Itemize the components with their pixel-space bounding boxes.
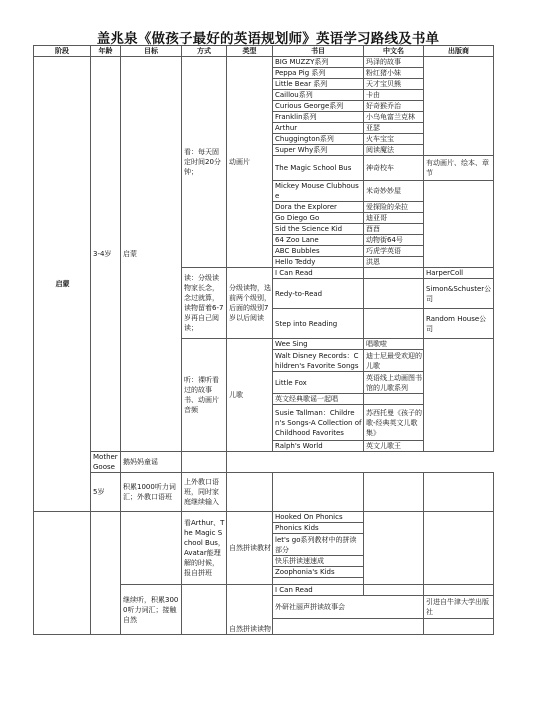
- book-cn-name: 神奇校车: [364, 156, 424, 181]
- book-cn-name: 鹅妈妈童谣: [121, 452, 182, 473]
- goal-cell: 积累1000听力词汇；外教口语班: [121, 473, 182, 512]
- type-cell: 儿歌: [227, 339, 273, 452]
- age-cell: [91, 512, 121, 635]
- publisher-cell: 引进自牛津大学出版社: [424, 596, 494, 619]
- book-title: [273, 578, 364, 585]
- book-title: The Magic School Bus: [273, 156, 364, 181]
- book-cn-name: 迪亚哥: [364, 213, 424, 224]
- book-title: Step into Reading: [273, 309, 364, 339]
- book-title: [273, 473, 364, 512]
- book-cn-name: 卡由: [364, 90, 424, 101]
- book-title: Franklin系列: [273, 112, 364, 123]
- type-cell: 自然拼读读物: [227, 585, 273, 635]
- book-title: Walt Disney Records：Children's Favorite Songs: [273, 350, 364, 372]
- book-title: Hello Teddy: [273, 257, 364, 268]
- book-cn-name: [364, 585, 424, 596]
- book-title: ABC Bubbles: [273, 246, 364, 257]
- book-title: Super Why系列: [273, 145, 364, 156]
- book-title: Little Fox: [273, 372, 364, 394]
- publisher-cell: [424, 619, 494, 635]
- method-cell: 读：分级读物家长念，念过就算，读物留着6-7岁再自己阅读；: [182, 268, 227, 339]
- book-cn-name: 阅读魔法: [364, 145, 424, 156]
- publisher-cell: [424, 585, 494, 596]
- col-header-cn-name: 中文名: [364, 46, 424, 57]
- col-header-goal: 目标: [121, 46, 182, 57]
- table-row: [34, 473, 494, 486]
- publisher-cell: [424, 181, 494, 268]
- book-list-table: [33, 45, 494, 635]
- publisher-cell: [182, 452, 227, 473]
- publisher-cell: HarperColl: [424, 268, 494, 279]
- publisher-cell: [424, 339, 494, 452]
- book-cn-name: 迪士尼最受欢迎的儿歌: [364, 350, 424, 372]
- age-cell: 3-4岁: [91, 57, 121, 452]
- book-title: Caillou系列: [273, 90, 364, 101]
- book-cn-name: 火车宝宝: [364, 134, 424, 145]
- book-title: Ralph's World: [273, 441, 364, 452]
- table-row: [34, 452, 494, 473]
- table-row: [34, 57, 494, 68]
- method-cell: 看：每天固定时间20分钟；: [182, 57, 227, 268]
- goal-cell: 启蒙: [121, 57, 182, 452]
- book-title: Dora the Explorer: [273, 202, 364, 213]
- book-cn-name: 粉红猪小妹: [364, 68, 424, 79]
- type-cell: 分级读物，选前两个级别，后面的级别7岁以后阅读: [227, 268, 273, 339]
- book-cn-name: 英语线上动画图书馆的儿歌系列: [364, 372, 424, 394]
- book-title: BIG MUZZY系列: [273, 57, 364, 68]
- book-title: Redy-to-Read: [273, 279, 364, 309]
- col-header-publisher: 出版商: [424, 46, 494, 57]
- publisher-cell: [424, 473, 494, 512]
- book-cn-name: 洪恩: [364, 257, 424, 268]
- header-row: [34, 46, 494, 57]
- book-cn-name: 苏西托曼《孩子的歌-经典英文儿歌集》: [364, 405, 424, 441]
- col-header-type: 类型: [227, 46, 273, 57]
- book-title: Arthur: [273, 123, 364, 134]
- book-cn-name: 亚瑟: [364, 123, 424, 134]
- book-title: Hooked On Phonics: [273, 512, 364, 523]
- goal-cell: 继续听，积累3000听力词汇；接触自然: [121, 585, 182, 635]
- method-cell: 看Arthur、The Magic School Bus，Avatar能理解的时候，报自拼班: [182, 512, 227, 585]
- book-cn-name: 爱探险的朵拉: [364, 202, 424, 213]
- type-cell: 动画片: [227, 57, 273, 268]
- book-title: 外研社丽声拼读故事会: [273, 596, 424, 619]
- book-cn-name: [364, 473, 424, 512]
- book-title: 英文经典歌谣一起唱: [273, 394, 364, 405]
- book-title: I Can Read: [273, 585, 364, 596]
- publisher-cell: Random House公司: [424, 309, 494, 339]
- type-cell: [227, 473, 273, 512]
- book-cn-name: [364, 268, 424, 279]
- stage-cell: 启蒙: [34, 57, 91, 512]
- type-cell: 自然拼读教材: [227, 512, 273, 585]
- publisher-cell: [424, 512, 494, 585]
- book-cn-name: 酉酉: [364, 224, 424, 235]
- book-title: Mother Goose: [91, 452, 121, 473]
- book-cn-name: [364, 309, 424, 339]
- book-title: Curious George系列: [273, 101, 364, 112]
- book-title: Mickey Mouse Clubhouse: [273, 181, 364, 202]
- book-title: I Can Read: [273, 268, 364, 279]
- book-cn-name: 巧虎学英语: [364, 246, 424, 257]
- book-title: Peppa Pig 系列: [273, 68, 364, 79]
- book-title: [273, 619, 424, 635]
- method-cell: 上外教口语班，同时家庭继续输入: [182, 473, 227, 512]
- book-title: Zoophonia's Kids: [273, 567, 364, 578]
- method-cell: 听：裸听看过的故事书、动画片音频: [182, 339, 227, 452]
- book-cn-name: 天才宝贝熊: [364, 79, 424, 90]
- publisher-cell: 有动画片、绘本、章节: [424, 156, 494, 181]
- book-title: let's go系列教材中的拼读部分: [273, 534, 364, 556]
- book-title: 64 Zoo Lane: [273, 235, 364, 246]
- book-cn-name: 好奇猴乔治: [364, 101, 424, 112]
- book-cn-name: 米奇妙妙屋: [364, 181, 424, 202]
- col-header-title: 书目: [273, 46, 364, 57]
- publisher-cell: [424, 57, 494, 156]
- col-header-method: 方式: [182, 46, 227, 57]
- goal-cell: [121, 512, 182, 585]
- stage-cell: [34, 512, 91, 635]
- table-row: [34, 512, 494, 523]
- book-title: Susie Tallman：Children's Songs-A Collection of Childhood Favorites: [273, 405, 364, 441]
- book-title: Go Diego Go: [273, 213, 364, 224]
- book-title: Phonics Kids: [273, 523, 364, 534]
- page-title: 盖兆泉《做孩子最好的英语规划师》英语学习路线及书单: [96, 31, 440, 47]
- col-header-stage: 阶段: [34, 46, 91, 57]
- book-cn-name: [364, 512, 424, 585]
- book-cn-name: 玛泽的故事: [364, 57, 424, 68]
- book-cn-name: [364, 394, 424, 405]
- book-title: Little Bear 系列: [273, 79, 364, 90]
- publisher-cell: Simon&Schuster公司: [424, 279, 494, 309]
- book-title: Sid the Science Kid: [273, 224, 364, 235]
- book-title: Wee Sing: [273, 339, 364, 350]
- book-cn-name: 动物街64号: [364, 235, 424, 246]
- age-cell: 5岁: [91, 473, 121, 512]
- book-title: Chuggington系列: [273, 134, 364, 145]
- method-cell: [182, 585, 227, 635]
- book-cn-name: 唱歌啦: [364, 339, 424, 350]
- book-title: 快乐拼读速速成: [273, 556, 364, 567]
- book-cn-name: 小乌龟富兰克林: [364, 112, 424, 123]
- col-header-age: 年龄: [91, 46, 121, 57]
- book-cn-name: [364, 279, 424, 309]
- book-cn-name: 英文儿歌王: [364, 441, 424, 452]
